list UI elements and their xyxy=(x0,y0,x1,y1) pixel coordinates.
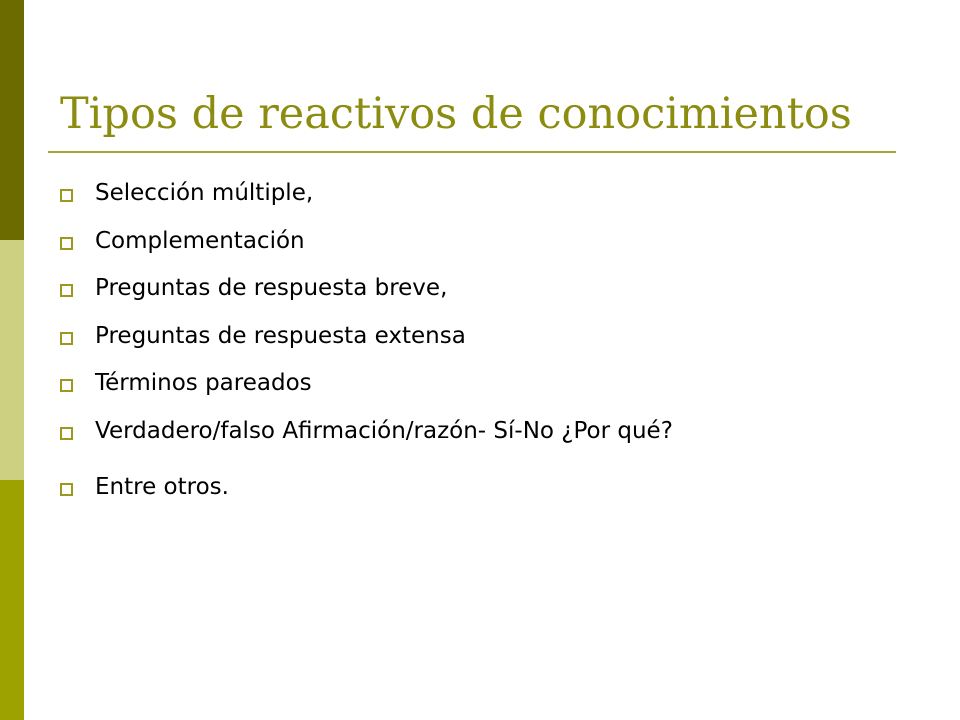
list-item-text: Términos pareados xyxy=(95,370,312,396)
accent-bar-bottom xyxy=(0,480,24,720)
hollow-square-icon xyxy=(60,427,73,440)
hollow-square-icon xyxy=(60,237,73,250)
list-item-text: Preguntas de respuesta extensa xyxy=(95,322,466,349)
title-underline xyxy=(48,151,896,153)
hollow-square-icon xyxy=(60,189,73,202)
hollow-square-icon xyxy=(60,332,73,345)
list-item-text: Preguntas de respuesta breve, xyxy=(95,275,448,301)
list-item xyxy=(60,176,860,210)
slide-title: Tipos de reactivos de conocimientos xyxy=(60,89,852,139)
accent-bar-middle xyxy=(0,240,24,480)
list-item xyxy=(60,319,860,353)
list-item-text: Entre otros. xyxy=(95,473,229,500)
accent-bar-top xyxy=(0,0,24,240)
list-item xyxy=(60,470,860,504)
left-accent-bar xyxy=(0,0,24,720)
hollow-square-icon xyxy=(60,483,73,496)
list-item-text: Selección múltiple, xyxy=(95,180,314,206)
hollow-square-icon xyxy=(60,379,73,392)
list-item xyxy=(60,366,860,400)
hollow-square-icon xyxy=(60,284,73,297)
list-item xyxy=(60,271,860,305)
bullet-list xyxy=(60,176,860,517)
list-item xyxy=(60,414,855,448)
list-item xyxy=(60,224,860,258)
list-item-text: Verdadero/falso Afirmación/razón- Sí-No ¿Por qué? xyxy=(95,417,673,444)
list-item-text: Complementación xyxy=(95,227,305,254)
